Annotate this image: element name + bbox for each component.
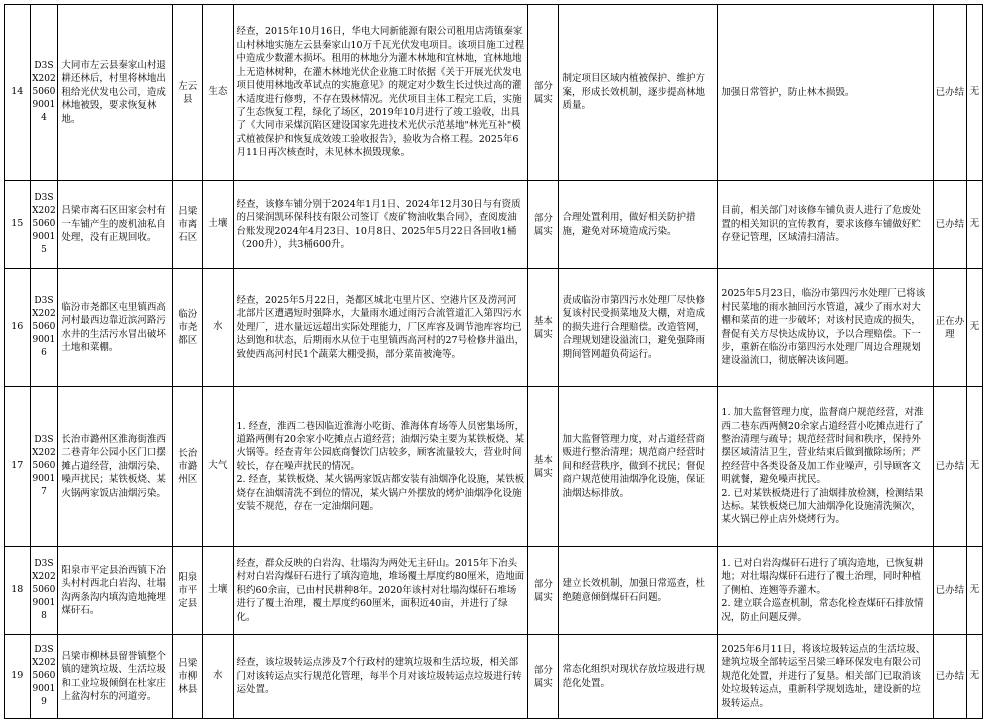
investigation-result: 经查，该垃圾转运点涉及7个行政村的建筑垃圾和生活垃圾，相关部门对该转运点实行规范化管理，每半个月对该垃圾转运点垃圾进行转运处置。 xyxy=(233,635,528,719)
case-code: D3SX202506090014 xyxy=(30,5,58,181)
rectification-progress: 加强日常管护，防止林木损毁。 xyxy=(718,5,934,181)
pollution-type: 水 xyxy=(203,269,233,387)
pollution-type: 生态 xyxy=(203,5,233,181)
table-row xyxy=(5,547,983,635)
complaint-content: 吕梁市离石区田家会村有一车铺产生的废机油私自处理，没有正规回收。 xyxy=(58,181,173,269)
rectification-progress: 目前，相关部门对该修车铺负责人进行了危废处置的相关知识的宣传教育，要求该修车铺做好贮存登记管理，区域清扫清洁。 xyxy=(718,181,934,269)
complaint-content: 阳泉市平定县治西镇下冶头村村西北白岩沟、壮塌沟两条沟内填沟造地掩埋煤矸石。 xyxy=(58,547,173,635)
table-row xyxy=(5,5,983,181)
pollution-type: 水 xyxy=(203,635,233,719)
rectification-requirement: 加大监督管理力度，对占道经营商贩进行整治清理；规范商户经营时间和经营秩序，做到不扰民；督促商户规范使用油烟净化设施，保证油烟达标排放。 xyxy=(559,387,718,547)
administrative-area: 阳泉市平定县 xyxy=(173,547,203,635)
row-number: 18 xyxy=(5,547,31,635)
table-row xyxy=(5,635,983,719)
investigation-result: 经查，2025年5月22日，尧都区城北屯里片区、空港片区及涝河河北部片区遭遇短时强降水，大量雨水通过雨污合流管道汇入第四污水处理厂，进水量远远超出实际处理能力，厂区库容及调节池库容均已达到饱和状态，后期雨水从位于屯里镇西高河村的27号检修井溢出，致使西高河村民1个蔬菜大棚受损，部分菜苗被淹等。 xyxy=(233,269,528,387)
investigation-result: 经查，该修车铺分别于2024年1月1日、2024年12月30日与有资质的吕梁润凯环保科技有限公司签订《废矿物油收集合同》，查阅废油台账发现2024年4月23日、10月8日、2025年5月22日各回收1桶（200升），共3桶600升。 xyxy=(233,181,528,269)
rectification-requirement: 责成临汾市第四污水处理厂尽快修复该村民受损菜地及大棚，对造成的损失进行合理赔偿。改造管网，合理规划建设溢流口，避免强降雨期间管网超负荷运行。 xyxy=(559,269,718,387)
rectification-progress: 1. 已对白岩沟煤矸石进行了填沟造地，已恢复耕地；对壮塌沟煤矸石进行了覆土治理，同时种植了侧柏、连翘等乔灌木。 2. 建立联合巡查机制，常态化检查煤矸石排放情况，防止问题反弹。 xyxy=(718,547,934,635)
administrative-area: 长治市潞州区 xyxy=(173,387,203,547)
verification-status: 部分属实 xyxy=(528,635,559,719)
investigation-result: 1. 经查，淮西二巷因临近淮海小吃街、淮海体育场等人员密集场所，道路两侧有20余家小吃摊点占道经营；油烟污染主要为某铁板烧、某火锅等。经查青年公园底商餐饮门店较多，顾客流量较大，营业时间较长，存在噪声扰民的情况。 2. 经查，某铁板烧、某火锅两家饭店都安装有油烟净化设施，某铁板烧存在油烟清洗不到位的情况，某火锅户外摆放的烤炉油烟净化设施安装不规范，存在一定油烟问题。 xyxy=(233,387,528,547)
verification-status: 部分属实 xyxy=(528,181,559,269)
accountability: 无 xyxy=(966,547,982,635)
case-code: D3SX202506090016 xyxy=(30,269,58,387)
row-number: 17 xyxy=(5,387,31,547)
accountability: 无 xyxy=(966,269,982,387)
complaint-content: 临汾市尧都区屯里镇西高河村最西边靠近滨河路污水井的生活污水冒出破坏土地和菜棚。 xyxy=(58,269,173,387)
verification-status: 基本属实 xyxy=(528,269,559,387)
accountability: 无 xyxy=(966,5,982,181)
accountability: 无 xyxy=(966,387,982,547)
row-number: 14 xyxy=(5,5,31,181)
row-number: 15 xyxy=(5,181,31,269)
administrative-area: 左云县 xyxy=(173,5,203,181)
row-number: 19 xyxy=(5,635,31,719)
handling-status: 已办结 xyxy=(934,387,966,547)
pollution-type: 大气 xyxy=(203,387,233,547)
handling-status: 已办结 xyxy=(934,635,966,719)
administrative-area: 吕梁市柳林县 xyxy=(173,635,203,719)
complaint-content: 长治市潞州区淮海街淮西二巷青年公园小区门口摆摊占道经营，油烟污染、噪声扰民；某铁板烧、某火锅两家饭店油烟污染。 xyxy=(58,387,173,547)
case-code: D3SX202506090017 xyxy=(30,387,58,547)
verification-status: 部分属实 xyxy=(528,547,559,635)
rectification-progress: 1. 加大监督管理力度，监督商户规范经营，对淮西二巷东西两侧20余家占道经营小吃摊点进行了整治清理与疏导；规范经营时间和秩序，保持外摆区域清洁卫生，营业结束后做到撤除场所；严控经营中各类设备及加工作业噪声，引导顾客文明就餐，避免噪声扰民。 2. 已对某铁板烧进行了油烟排放检测，检测结果达标。某铁板烧已加大油烟净化设施清洗频次，某火锅已停止店外烧烤行为。 xyxy=(718,387,934,547)
handling-status: 已办结 xyxy=(934,181,966,269)
rectification-progress: 2025年5月23日，临汾市第四污水处理厂已将该村民菜地的雨水抽回污水管道，减少了雨水对大棚和菜苗的进一步破坏；对该村民造成的损失，督促有关方尽快达成协议，予以合理赔偿。下一步，重新在临汾市第四污水处理厂周边合理规划建设溢流口，彻底解决该问题。 xyxy=(718,269,934,387)
investigation-result: 经查，2015年10月16日，华电大同新能源有限公司租用店湾镇秦家山村林地实施左云县秦家山10万千瓦光伏发电项目。该项目施工过程中造成少数灌木损坏。租用的林地分为灌木林地和宜林地，宜林地地上无造林树种，在灌木林地光伏企业施工时依据《关于开展光伏发电项目使用林地改革试点的实施意见》的规定对少数生长过快过高的灌木适度进行修剪，不存在毁林情况。光伏项目主体工程完工后，实施了生态恢复工程，绿化了场区，2019年10月进行了竣工验收，出具了《大同市采煤沉陷区建设国家先进技术光伏示范基地"林光互补"模式植被保护和恢复成效竣工验收报告》，验收为合格工程。2025年6月11日再次核查时，未见林木损毁现象。 xyxy=(233,5,528,181)
case-code: D3SX202506090018 xyxy=(30,547,58,635)
table-row xyxy=(5,181,983,269)
accountability: 无 xyxy=(966,181,982,269)
handling-status: 已办结 xyxy=(934,5,966,181)
pollution-type: 土壤 xyxy=(203,181,233,269)
case-code: D3SX202506090019 xyxy=(30,635,58,719)
complaint-table xyxy=(4,4,983,719)
rectification-requirement: 建立长效机制，加强日常巡查，杜绝随意倾倒煤矸石问题。 xyxy=(559,547,718,635)
rectification-requirement: 常态化组织对现状存放垃圾进行规范化处置。 xyxy=(559,635,718,719)
verification-status: 基本属实 xyxy=(528,387,559,547)
handling-status: 正在办理 xyxy=(934,269,966,387)
pollution-type: 土壤 xyxy=(203,547,233,635)
administrative-area: 吕梁市离石区 xyxy=(173,181,203,269)
investigation-result: 经查，群众反映的白岩沟、壮塌沟为两处无主矸山。2015年下冶头村对白岩沟煤矸石进行了填沟造地，堆场覆土厚度约80厘米，造地面积约60余亩，已由村民耕种8年。2020年该村对壮塌沟煤矸石堆场进行了覆土治理，覆土厚度约60厘米，面积近40亩，并进行了绿化。 xyxy=(233,547,528,635)
rectification-requirement: 制定项目区域内植被保护、维护方案，形成长效机制，逐步提高林地质量。 xyxy=(559,5,718,181)
complaint-content: 大同市左云县秦家山村退耕还林后，村里将林地出租给光伏发电公司，造成林地被毁，要求恢复林地。 xyxy=(58,5,173,181)
administrative-area: 临汾市尧都区 xyxy=(173,269,203,387)
verification-status: 部分属实 xyxy=(528,5,559,181)
complaint-content: 吕梁市柳林县留誉镇整个镇的建筑垃圾、生活垃圾和工业垃圾倾倒在杜家庄上盆沟村东的河道旁。 xyxy=(58,635,173,719)
rectification-requirement: 合理处置利用，做好相关防护措施，避免对环境造成污染。 xyxy=(559,181,718,269)
case-code: D3SX202506090015 xyxy=(30,181,58,269)
table-row xyxy=(5,387,983,547)
handling-status: 已办结 xyxy=(934,547,966,635)
accountability: 无 xyxy=(966,635,982,719)
table-row xyxy=(5,269,983,387)
rectification-progress: 2025年6月11日，将该垃圾转运点的生活垃圾、建筑垃圾全部转运至吕梁三峰环保发电有限公司规范化处置，并进行了复垦。相关部门已取消该处垃圾转运点，重新科学规划选址，建设新的垃圾转运点。 xyxy=(718,635,934,719)
row-number: 16 xyxy=(5,269,31,387)
